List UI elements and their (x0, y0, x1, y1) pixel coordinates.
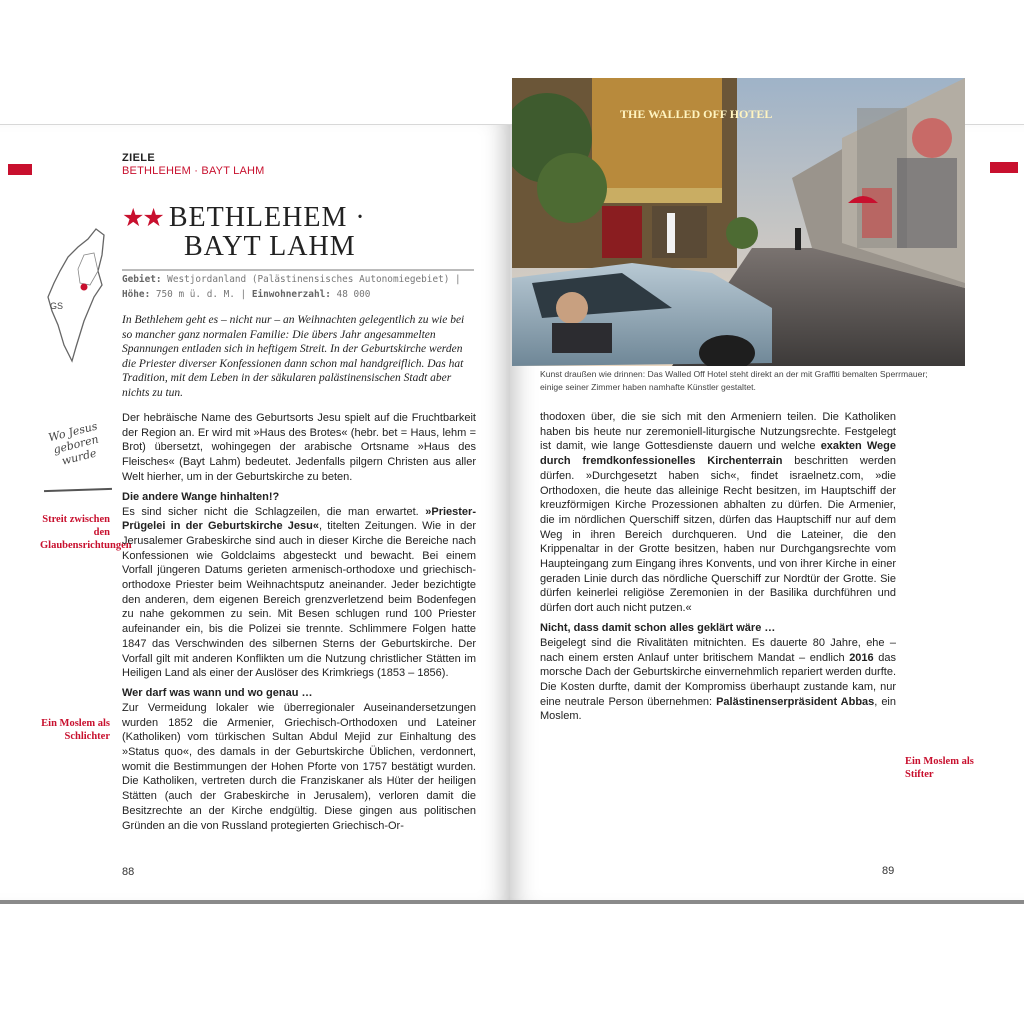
hotel-sign: THE WALLED OFF HOTEL (620, 107, 773, 121)
highlight-phrase: exakten Wege durch fremdkonfessionelles Kirchenterrain (540, 440, 896, 468)
photo-caption: Kunst draußen wie drinnen: Das Walled Off Hotel steht direkt an der mit Graffiti bemalten Sperrmauer; einige seiner Zimmer haben namhafte Künstler gestaltet. (540, 369, 928, 392)
meta-value-area: Westjordanland (Palästinensisches Autonomiegebiet) | (167, 274, 461, 285)
meta-label-height: Höhe: (122, 289, 151, 300)
left-page (0, 124, 510, 900)
body-paragraph: Beigelegt sind die Rivalitäten mitnichten. Es dauerte 80 Jahre, ehe – nach einem ersten Anlauf unter britischem Mandat – endlich 2016 das morsche Dach der Geburtskirche einvernehmlich repariert werden durfte. Die Kosten durfte, damit der Kompromiss überhaupt zustande kam, nur eine neutrale Person übernehmen: Palästinenserpräsident Abbas, ein Moslem. (540, 636, 897, 723)
margin-note-conflict: Streit zwischen den Glaubensrichtungen (40, 514, 132, 551)
body-text-right (540, 410, 896, 724)
margin-note-mediator: Ein Moslem als Schlichter (41, 718, 110, 742)
margin-note-sponsor: Ein Moslem als Stifter (905, 756, 974, 780)
page-number-left: 88 (122, 866, 135, 878)
meta-label-population: Einwohnerzahl: (251, 289, 331, 300)
highlight-year: 2016 (849, 651, 874, 664)
lead-paragraph: In Bethlehem geht es – nicht nur – an Weihnachten gelegentlich zu wie bei so mancher ganz normalen Familie: Die übers Jahr angesammelten Spannungen entladen sich in heftigem Streit. In der Geburtskirche werden die Priester diverser Konfessionen dann schon mal handgreiflich. Das hat Tradition, mit dem Leben in der säkularen palästinensischen Stadt aber nichts zu tun. (122, 314, 465, 399)
body-paragraph: Der hebräische Name des Geburtsorts Jesu spielt auf die Fruchtbarkeit der Region an. Er wird mit »Haus des Brotes« (hebr. bet = Haus, lehm = Brot) übersetzt, wohingegen der arabische Ortsname »Haus des Fleisches« (Bayt Lahm) bedeutet. Jedenfalls pilgern Christen aus aller Welt hierher, um in der Geburtskirche zu beten. (122, 412, 476, 483)
running-subhead: BETHLEHEM · BAYT LAHM (122, 165, 265, 177)
body-paragraph: Es sind sicher nicht die Schlagzeilen, die man erwartet. »Priester-Prügelei in der Geburtskirche Jesu«, titelten Zeitungen. Wie in der Jerusalemer Grabeskirche sind auch in dieser Kirche die Bereiche nach Konfessionen wie Goldclaims abgesteckt und bewacht. Bei einem Vorfall jüngeren Datums gerieten armenisch-orthodoxe und griechisch-orthodoxe Priester beim Weihnachtsputz aneinander. Jeder bezichtigte den anderen, dem eigenen Bereich grenzverletzend beim Bodenfegen zu nahe gekommen zu sein. Mit Besen schlugen rund 100 Priester aufeinander ein, bis die Polizei sie trennte. Schlimmere Folgen hatte 1847 das Verschwinden des silbernen Sterns der Geburtskirche. Der Vorfall gilt mit anderen Konflikten um die Nutzung christlicher Stätten im Heiligen Land als einer der Auslöser des Krimkriegs (1853 – 1856). (122, 505, 476, 680)
title-block (122, 203, 492, 261)
running-header-left (122, 152, 265, 178)
section-heading: Die andere Wange hinhalten!? (122, 490, 280, 503)
page-title-line2: BAYT LAHM (184, 231, 356, 262)
page-title-line1: BETHLEHEM · (168, 202, 366, 233)
hotel-photo (512, 78, 965, 366)
running-head: ZIELE (122, 152, 156, 164)
israel-map-icon (44, 225, 114, 365)
map-label: GS (50, 301, 64, 311)
star-rating-icon: ★★ (122, 203, 163, 232)
highlight-name: Palästinenserpräsident Abbas (716, 695, 875, 708)
red-page-tab (990, 162, 1018, 173)
meta-value-population: 48 000 (336, 289, 371, 300)
handwritten-note: Wo Jesus geboren wurde (47, 419, 100, 468)
meta-label-area: Gebiet: (122, 274, 162, 285)
red-page-tab (8, 164, 32, 175)
meta-value-height: 750 m ü. d. M. | (155, 289, 247, 300)
highlight-quote: »Priester-Prügelei in der Geburtskirche Jesu« (122, 505, 476, 533)
body-text-left (122, 411, 476, 833)
book-edge (0, 900, 1024, 904)
body-paragraph: thodoxen über, die sie sich mit den Armeniern teilen. Die Katholiken haben bis heute nur zeremoniell-liturgische Nutzungsrechte. Festgelegt ist damit, wie lange Gottesdienste dauern und welche exakten Wege durch fremdkonfessionelles Kirchenterrain beschritten werden dürfen. »Durchgesetzt haben sich«, findet israelnetz.com, »die Orthodoxen, die heute das alleinige Recht besitzen, im Hauptschiff der kreuzförmigen Kirche Prozessionen abhalten zu dürfen. Die Armenier, die im nördlichen Querschiff sitzen, dürfen das Hauptschiff nur auf dem Weg in ihren Bereich durchqueren. Und die Lateiner, die den Krippenaltar in der Grotte besitzen, haben nur Durchgangsrechte vom Haupteingang zum Eingang ihres Konvents, und von ihrer Kirche in einer geraden Linie durch das nördliche Querschiff zur Nordtür der Grotte. Sie dürfen keinerlei religiöse Zeremonien in der Basilika durchführen und dürfen dort auch nicht putzen.« (540, 411, 897, 615)
handwritten-underline (44, 488, 112, 492)
page-number-right: 89 (882, 865, 895, 877)
fact-box (122, 269, 474, 302)
section-heading: Nicht, dass damit schon alles geklärt wäre … (540, 621, 776, 634)
section-heading: Wer darf was wann und wo genau … (122, 686, 313, 699)
body-paragraph: Zur Vermeidung lokaler wie überregionaler Auseinandersetzungen wurden 1852 die Armenier, Griechisch-Orthodoxen und Lateiner (Katholiken) vom türkischen Sultan Abdul Mejid zur Einhaltung des »Status quo«, des damals in der Geburtskirche Üblichen, verdonnert, womit die Bestimmungen der Hohen Pforte von 1757 bestätigt wurden. Die Katholiken, vertreten durch die Franziskaner als Hüter der heiligen Stätten (auch der Grabeskirche in Jerusalem), verloren damit die Besitzrechte an der Kirche endgültig. Diese gingen aus politischen Gründen an die von Russland protegierten Griechisch-Or- (122, 701, 476, 832)
